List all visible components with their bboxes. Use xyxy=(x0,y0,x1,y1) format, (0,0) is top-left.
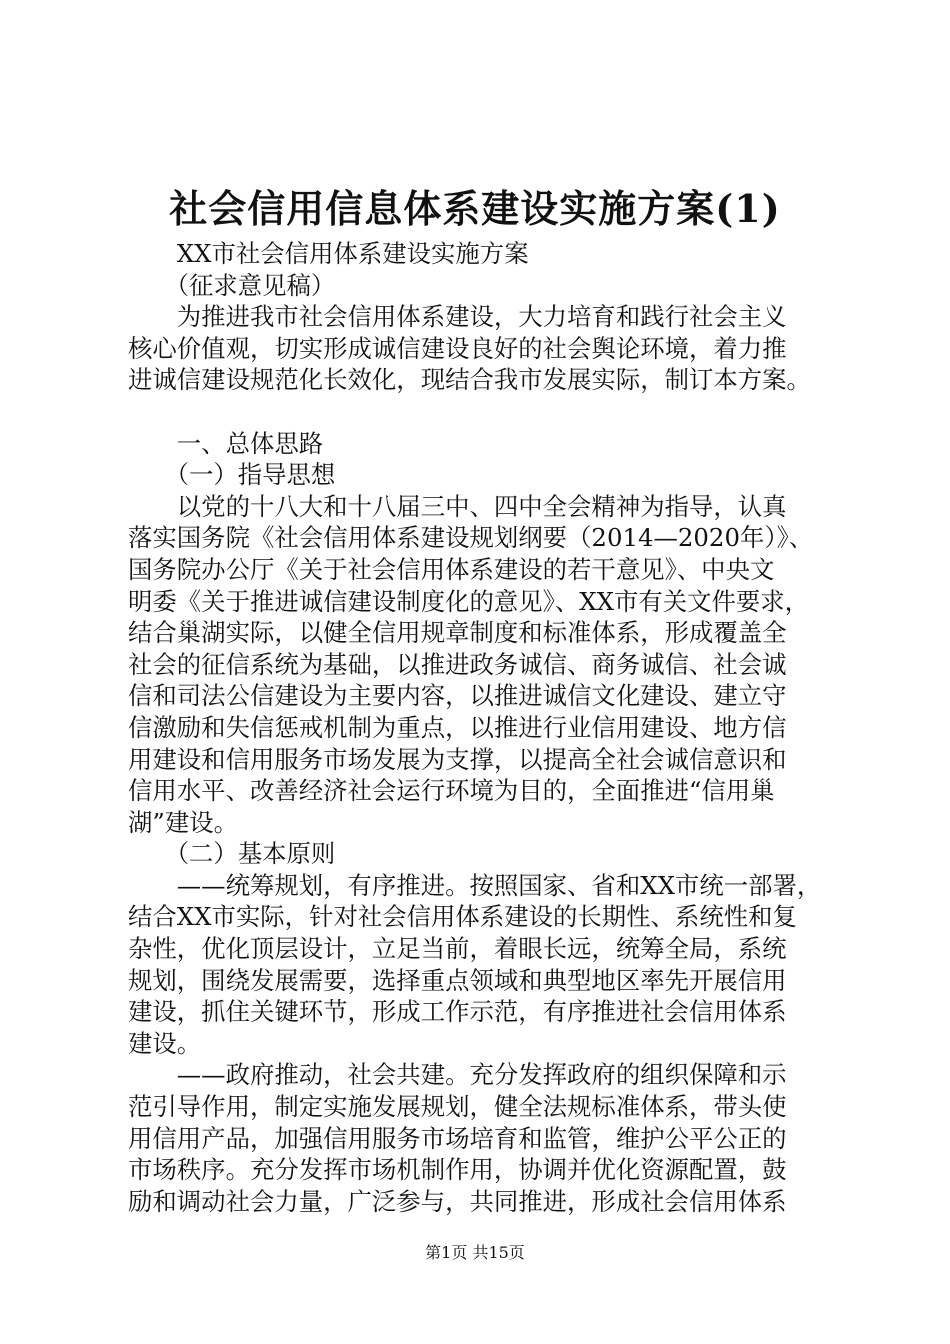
section-heading: 一、总体思路 xyxy=(128,428,324,458)
text-line: 励和调动社会力量，广泛参与，共同推进，形成社会信用体系 xyxy=(128,1186,787,1216)
text-line: 明委《关于推进诚信建设制度化的意见》、XX市有关文件要求， xyxy=(128,586,810,616)
text-line: 国务院办公厅《关于社会信用体系建设的若干意见》、中央文 xyxy=(128,554,775,584)
page-footer: 第1页 共15页 xyxy=(425,1243,525,1262)
text-line: 信和司法公信建设为主要内容，以推进诚信文化建设、建立守 xyxy=(128,681,787,711)
text-line: （征求意见稿） xyxy=(128,270,336,300)
text-line: 市场秩序。充分发挥市场机制作用，协调并优化资源配置，鼓 xyxy=(128,1155,787,1185)
text-line: 信激励和失信惩戒机制为重点，以推进行业信用建设、地方信 xyxy=(128,712,787,742)
text-line: 范引导作用，制定实施发展规划，健全法规标准体系，带头使 xyxy=(128,1092,787,1122)
text-line: ——政府推动，社会共建。充分发挥政府的组织保障和示 xyxy=(128,1060,787,1090)
text-line: 杂性，优化顶层设计，立足当前，着眼长远，统筹全局，系统 xyxy=(128,934,787,964)
text-line: 社会的征信系统为基础，以推进政务诚信、商务诚信、社会诚 xyxy=(128,649,787,679)
text-line: 用建设和信用服务市场发展为支撑，以提高全社会诚信意识和 xyxy=(128,744,787,774)
text-line: 规划，围绕发展需要，选择重点领域和典型地区率先开展信用 xyxy=(128,965,787,995)
text-line: 核心价值观，切实形成诚信建设良好的社会舆论环境，着力推 xyxy=(128,333,787,363)
text-line: 结合XX市实际，针对社会信用体系建设的长期性、系统性和复 xyxy=(128,902,797,932)
subsection-heading: （一）指导思想 xyxy=(128,460,336,490)
text-line: 以党的十八大和十八届三中、四中全会精神为指导，认真 xyxy=(128,491,787,521)
text-line: 落实国务院《社会信用体系建设规划纲要（2014—2020年）》、 xyxy=(128,523,814,553)
document-body xyxy=(128,238,828,1217)
text-line: 建设，抓住关键环节，形成工作示范，有序推进社会信用体系 xyxy=(128,997,787,1027)
document-title: 社会信用信息体系建设实施方案(1) xyxy=(169,186,781,231)
text-line: 结合巢湖实际，以健全信用规章制度和标准体系，形成覆盖全 xyxy=(128,618,787,648)
text-line: 信用水平、改善经济社会运行环境为目的，全面推进“信用巢 xyxy=(128,776,775,806)
text-line: 湖”建设。 xyxy=(128,807,239,837)
text-line: 用信用产品，加强信用服务市场培育和监管，维护公平公正的 xyxy=(128,1123,787,1153)
text-line: XX市社会信用体系建设实施方案 xyxy=(128,239,529,268)
subsection-heading: （二）基本原则 xyxy=(128,839,336,869)
text-line: 建设。 xyxy=(128,1028,202,1058)
text-line: ——统筹规划，有序推进。按照国家、省和XX市统一部署， xyxy=(128,870,822,900)
blank-line xyxy=(128,396,828,428)
text-line: 为推进我市社会信用体系建设，大力培育和践行社会主义 xyxy=(128,302,787,332)
text-line: 进诚信建设规范化长效化，现结合我市发展实际，制订本方案。 xyxy=(128,365,811,395)
